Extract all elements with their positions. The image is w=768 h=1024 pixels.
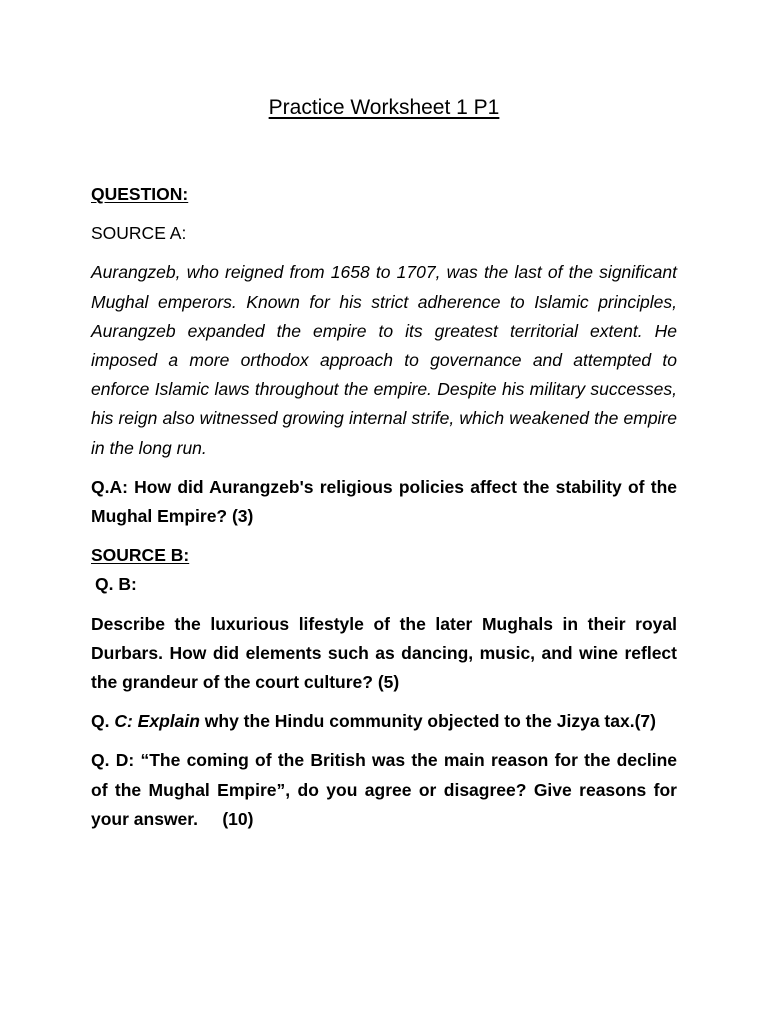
- question-d-text: Q. D: “The coming of the British was the main reason for the decline of the Mughal Empire”, do you agree or disagree? Give reasons for your answer.: [91, 750, 677, 829]
- question-b-label: Q. B:: [95, 574, 137, 595]
- question-d: [91, 746, 677, 834]
- source-b-block: [91, 541, 677, 599]
- question-c-prefix: Q.: [91, 711, 115, 732]
- question-heading: QUESTION:: [91, 184, 189, 204]
- question-c: [91, 707, 677, 736]
- worksheet-content: [91, 180, 677, 844]
- question-a: Q.A: How did Aurangzeb's religious policies affect the stability of the Mughal Empire? (3): [91, 476, 677, 527]
- question-d-marks: (10): [222, 808, 254, 829]
- source-a-text: Aurangzeb, who reigned from 1658 to 1707, was the last of the significant Mughal emperors. Known for his strict adherence to Islamic principles, Aurangzeb expanded the empire to its greatest territorial extent. He imposed a more orthodox approach to governance and attempted to enforce Islamic laws throughout the empire. Despite his military successes, his reign also witnessed growing internal strife, which weakened the empire in the long run.: [91, 262, 677, 458]
- source-b-label: SOURCE B:: [91, 545, 190, 566]
- question-c-italic: C: Explain: [114, 711, 200, 732]
- question-b-text: Describe the luxurious lifestyle of the later Mughals in their royal Durbars. How did elements such as dancing, music, and wine reflect the grandeur of the court culture? (5): [91, 613, 677, 693]
- page-title: Practice Worksheet 1 P1: [268, 96, 500, 119]
- question-c-rest: why the Hindu community objected to the Jizya tax.(7): [199, 711, 656, 732]
- source-a-label: SOURCE A:: [91, 223, 187, 244]
